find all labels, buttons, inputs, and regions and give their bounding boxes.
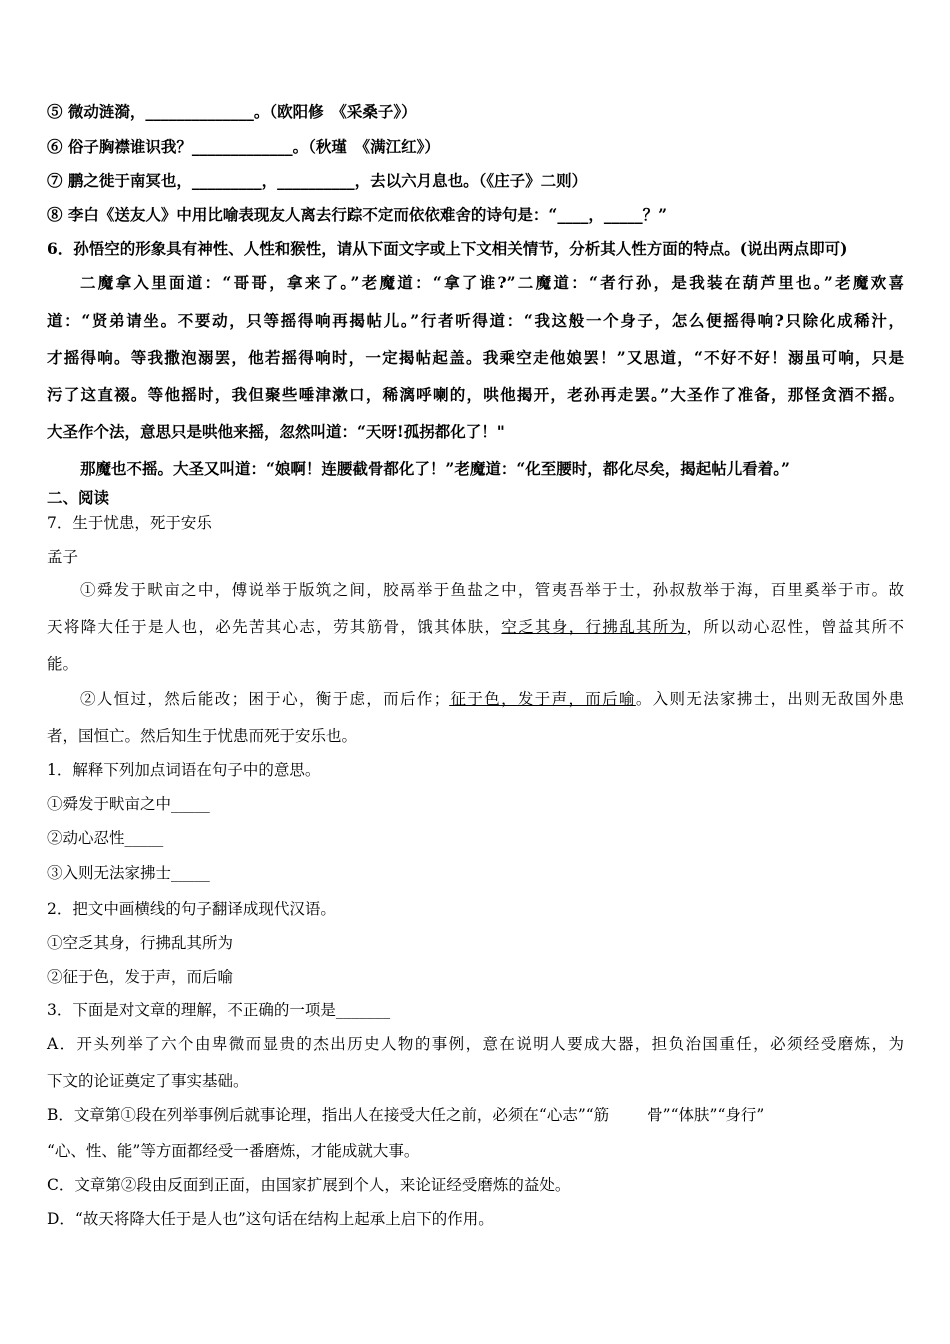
question-1c: ③入则无法家拂士_____: [47, 864, 210, 882]
q6-passage-line: 道：“贤弟请坐。不要动，只等摇得响再揭帖儿。”行者听得道：“我这般一个身子，怎么便摇得响?只除化成稀汁，: [47, 311, 904, 330]
q6-passage-line: 才摇得响。等我撒泡溺罢，他若摇得响时，一定揭帖起盖。我乘空走他娘罢！”又思道，“不好不好！溺虽可响，只是: [47, 348, 904, 367]
q5-item-8: ⑧ 李白《送友人》中用比喻表现友人离去行踪不定而依依难舍的诗句是：“____，_____？”: [47, 205, 667, 224]
passage-line: 天将降大任于是人也，必先苦其心志，劳其筋骨，饿其体肤，空乏其身，行拂乱其所为，所以动心忍性，曾益其所不: [47, 618, 904, 636]
question-2a: ①空乏其身，行拂乱其所为: [47, 934, 234, 952]
passage-title: 7．生于忧患，死于安乐: [47, 514, 212, 532]
passage-line: 者，国恒亡。然后知生于忧患而死于安乐也。: [47, 727, 358, 745]
passage-author: 孟子: [47, 548, 79, 566]
passage-line: 能。: [47, 655, 79, 673]
question-2: 2．把文中画横线的句子翻译成现代汉语。: [47, 900, 336, 918]
option-d: D．“故天将降大任于是人也”这句话在结构上起承上启下的作用。: [47, 1210, 494, 1228]
section-heading: 二、阅读: [47, 488, 110, 507]
q6-prompt: 6．孙悟空的形象具有神性、人性和猴性，请从下面文字或上下文相关情节，分析其人性方面的特点。(说出两点即可): [47, 239, 848, 258]
q6-passage-line: 污了这直裰。等他摇时，我但聚些唾津漱口，稀漓呼喇的，哄他揭开，老孙再走罢。”大圣作了准备，那怪贪酒不摇。: [47, 385, 904, 404]
passage-line: ①舜发于畎亩之中，傅说举于版筑之间，胶鬲举于鱼盐之中，管夷吾举于士，孙叔敖举于海，百里奚举于市。故: [80, 581, 904, 599]
question-1: 1．解释下列加点词语在句子中的意思。: [47, 761, 321, 779]
question-2b: ②征于色，发于声，而后喻: [47, 968, 234, 986]
q6-passage-line: 二魔拿入里面道：“哥哥，拿来了。”老魔道：“拿了谁?”二魔道：“者行孙，是我装在葫芦里也。”老魔欢喜: [80, 273, 904, 292]
underlined-sentence: 空乏其身，行拂乱其所为: [501, 618, 687, 636]
q5-item-7: ⑦ 鹏之徙于南冥也，_________，__________，去以六月息也。（《庄子》二则）: [47, 171, 588, 190]
q5-item-5: ⑤ 微动涟漪，______________。（欧阳修 《采桑子》）: [47, 102, 417, 121]
q6-passage-line: 大圣作个法，意思只是哄他来摇，忽然叫道：“天呀!孤拐都化了！": [47, 422, 505, 441]
option-a: A．开头列举了六个由卑微而显贵的杰出历史人物的事例，意在说明人要成大器，担负治国重任，必须经受磨炼，为: [47, 1035, 904, 1053]
question-3: 3．下面是对文章的理解，不正确的一项是_______: [47, 1001, 391, 1019]
passage-line: ②人恒过，然后能改；困于心，衡于虑，而后作；征于色，发于声，而后喻。入则无法家拂士，出则无敌国外患: [80, 690, 904, 708]
question-1a: ①舜发于畎亩之中_____: [47, 795, 210, 813]
underlined-sentence: 征于色，发于声，而后喻: [449, 690, 636, 708]
option-b-cont: “心、性、能”等方面都经受一番磨炼，才能成就大事。: [47, 1142, 420, 1160]
q6-passage-line: 那魔也不摇。大圣又叫道：“娘啊！连腰截骨都化了！”老魔道：“化至腰时，都化尽矣，揭起帖儿看着。”: [80, 459, 790, 478]
question-1b: ②动心忍性_____: [47, 829, 164, 847]
option-a-cont: 下文的论证奠定了事实基础。: [47, 1072, 249, 1090]
option-c: C．文章第②段由反面到正面，由国家扩展到个人，来论证经受磨炼的益处。: [47, 1176, 571, 1194]
option-b: B．文章第①段在列举事例后就事论理，指出人在接受大任之前，必须在“心志”“筋 骨”“体肤”“身行”: [47, 1106, 765, 1124]
q5-item-6: ⑥ 俗子胸襟谁识我？_____________。（秋瑾 《满江红》）: [47, 137, 440, 156]
